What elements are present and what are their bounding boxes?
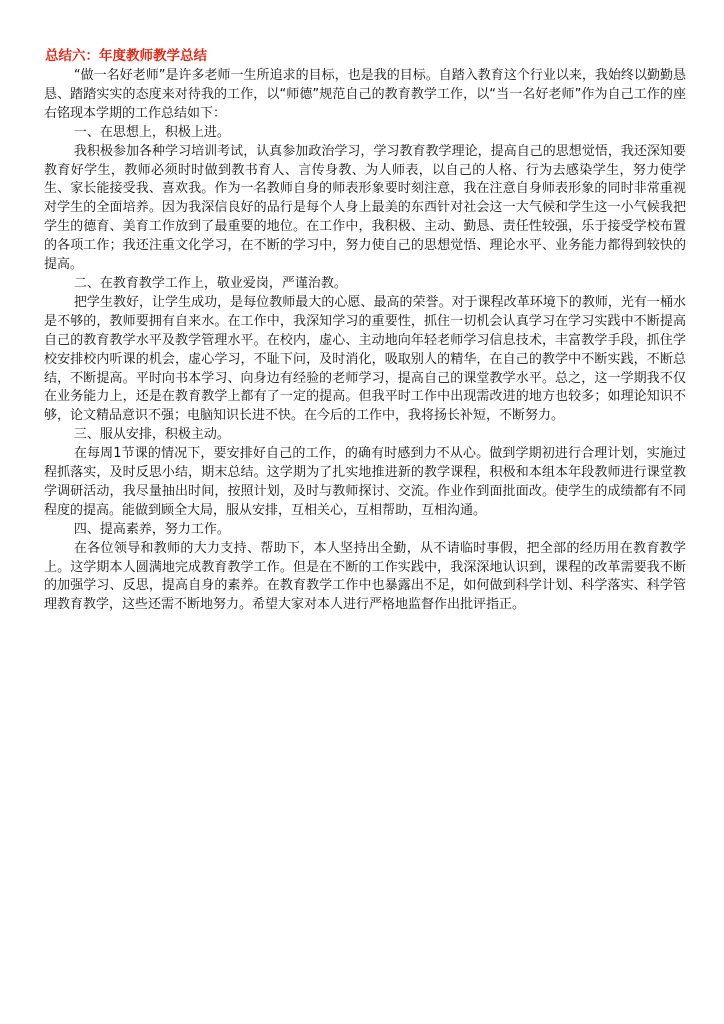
section-paragraph-2: 把学生教好，让学生成功，是每位教师最大的心愿、最高的荣誉。对于课程改革环境下的教师，光有一桶水是不够的，教师要拥有自来水。在工作中，我深知学习的重要性，抓住一切机会认真学习在学习实践中不断提高自己的教育教学水平及教学管理水平。在校内，虚心、主动地向年轻老师学习信息技术，丰富教学手段，抓住学校安排校内听课的机会，虚心学习，不耻下问，及时消化，吸取别人的精华，在自己的教学中不断实践，不断总结，不断提高。平时向书本学习、向身边有经验的老师学习，提高自己的课堂教学水平。总之，这一学期我不仅在业务能力上，还是在教育教学上都有了一定的提高。但我平时工作中出现需改进的地方也较多；如理论知识不够，论文精品意识不强；电脑知识长进不快。在今后的工作中，我将扬长补短，不断努力。 [44,294,686,424]
document-title: 总结六：年度教师教学总结 [45,48,207,64]
section-heading-1: 一、在思想上，积极上进。 [73,124,230,140]
section-heading-2: 二、在教育教学工作上，敬业爱岗，严谨治教。 [73,275,347,291]
section-paragraph-3: 在每周1节课的情况下，要安排好自己的工作，的确有时感到力不从心。做到学期初进行合理计划，实施过程抓落实，及时反思小结，期末总结。这学期为了扎实地推进新的教学课程，积极和本组本年段教师进行课堂教学调研活动，我尽量抽出时间，按照计划，及时与教师探讨、交流。作业作到面批面改。使学生的成绩都有不同程度的提高。能做到顾全大局，服从安排，互相关心，互相帮助，互相沟通。 [44,446,686,518]
document-body [44,67,686,615]
section-paragraph-1: 我积极参加各种学习培训考试，认真参加政治学习，学习教育教学理论，提高自己的思想觉悟，我还深知要教育好学生，教师必须时时做到教书育人、言传身教、为人师表，以自己的人格、行为去感染学生，努力使学生、家长能接受我、喜欢我。作为一名教师自身的师表形象要时刻注意，我在注意自身师表形象的同时非常重视对学生的全面培养。因为我深信良好的品行是每个人身上最美的东西针对社会这一大气候和学生这一小气候我把学生的德育、美育工作放到了最重要的地位。在工作中，我积极、主动、勤恳、责任性较强，乐于接受学校布置的各项工作；我还注重文化学习，在不断的学习中，努力使自己的思想觉悟、理论水平、业务能力都得到较快的提高。 [44,143,686,273]
section-heading-4: 四、提高素养，努力工作。 [73,521,230,537]
intro-paragraph: “做一名好老师”是许多老师一生所追求的目标，也是我的目标。自踏入教育这个行业以来，我始终以勤勤恳恳、踏踏实实的态度来对待我的工作，以“师德”规范自己的教育教学工作，以“当一名好老师”作为自己工作的座右铭现本学期的工作总结如下： [44,68,686,121]
section-heading-3: 三、服从安排，积极主动。 [73,427,230,443]
section-paragraph-4: 在各位领导和教师的大力支持、帮助下，本人坚持出全勤，从不请临时事假，把全部的经历用在教育教学上。这学期本人圆满地完成教育教学工作。但是在不断的工作实践中，我深深地认识到，课程的改革需要我不断的加强学习、反思，提高自身的素养。在教育教学工作中也暴露出不足，如何做到科学计划、科学落实、科学管理教育教学，这些还需不断地努力。希望大家对本人进行严格地监督作出批评指正。 [44,540,686,613]
